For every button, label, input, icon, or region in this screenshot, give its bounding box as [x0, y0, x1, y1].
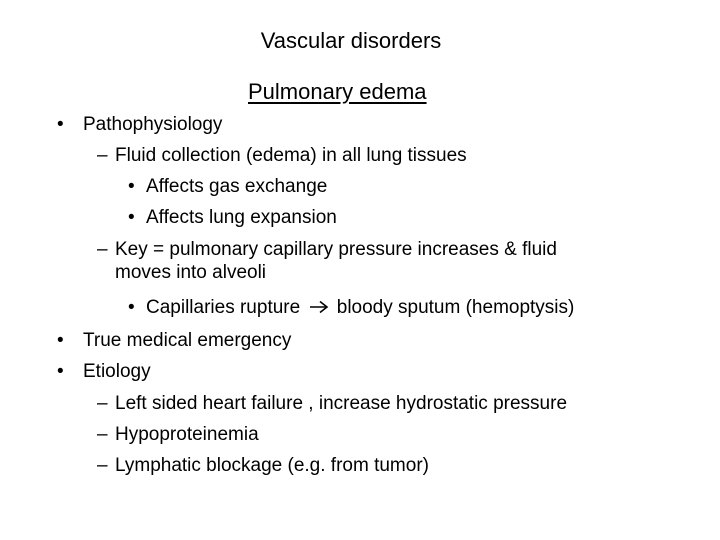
dash-marker: – — [97, 239, 108, 260]
slide-subtitle: Pulmonary edema — [248, 79, 427, 104]
dash-marker: – — [97, 393, 108, 414]
bullet-marker: • — [57, 361, 64, 382]
dash-marker: – — [97, 455, 108, 476]
right-arrow-icon — [309, 300, 329, 314]
sub-sub-bullet-capillaries — [146, 297, 574, 319]
sub-sub-bullet-gas-exchange: Affects gas exchange — [146, 176, 328, 197]
sub-bullet-fluid-collection: Fluid collection (edema) in all lung tissues — [115, 145, 467, 166]
dash-marker: – — [97, 145, 108, 166]
sub-bullet-hypoproteinemia: Hypoproteinemia — [115, 424, 259, 445]
slide-title: Vascular disorders — [260, 28, 442, 53]
capillaries-text-before: Capillaries rupture — [146, 297, 301, 318]
capillaries-text-after: bloody sputum (hemoptysis) — [336, 297, 575, 318]
bullet-etiology: Etiology — [83, 361, 151, 382]
sub-bullet-lymphatic: Lymphatic blockage (e.g. from tumor) — [115, 455, 429, 476]
bullet-marker: • — [57, 330, 64, 351]
bullet-marker: • — [57, 114, 64, 135]
bullet-pathophysiology: Pathophysiology — [83, 114, 223, 135]
sub-sub-bullet-lung-expansion: Affects lung expansion — [146, 207, 337, 228]
bullet-marker: • — [128, 207, 135, 228]
bullet-marker: • — [128, 297, 135, 318]
sub-bullet-key-line2: moves into alveoli — [115, 262, 267, 283]
sub-bullet-key-line1: Key = pulmonary capillary pressure increases & fluid — [115, 239, 557, 260]
dash-marker: – — [97, 424, 108, 445]
bullet-marker: • — [128, 176, 135, 197]
sub-bullet-heart-failure: Left sided heart failure , increase hydrostatic pressure — [115, 393, 568, 414]
bullet-emergency: True medical emergency — [83, 330, 292, 351]
